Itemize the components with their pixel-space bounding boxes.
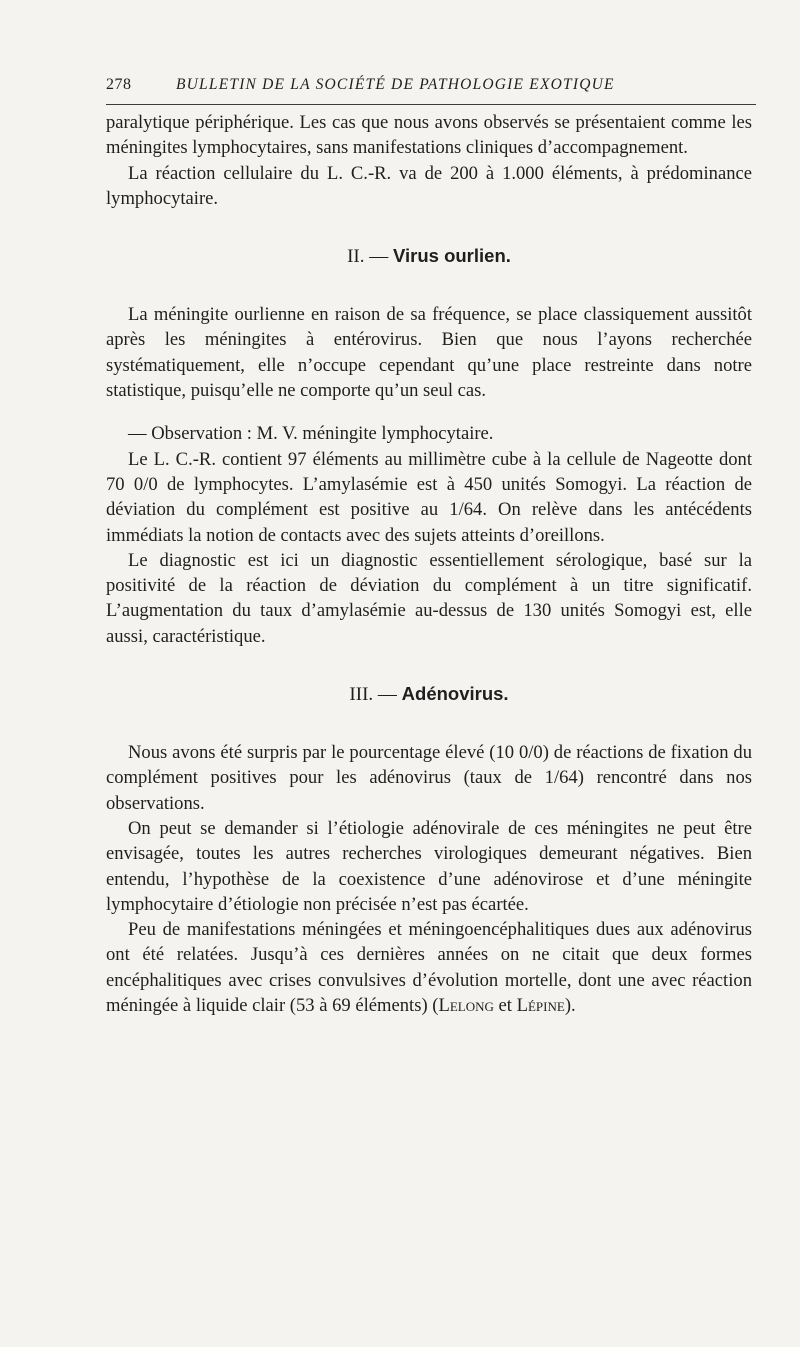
paragraph-3: La méningite ourlienne en raison de sa fréquence, se place classiquement aussitôt après les méningites à entérovirus. Bien que nous l’ayons recherchée systématiquement, elle n’occupe cependant qu’une place restreinte dans notre statistique, puisqu’elle ne comporte qu’un seul cas. <box>106 304 752 402</box>
author-lelong: Lelong <box>438 995 494 1017</box>
author-lepine: Lépine <box>516 995 565 1017</box>
paragraph-9-and: et <box>493 995 517 1017</box>
spacer <box>106 268 752 302</box>
spacer <box>106 706 752 740</box>
section-heading-virus-ourlien <box>106 245 752 268</box>
section-number: III. — <box>349 684 402 706</box>
paragraph-5: Le L. C.-R. contient 97 éléments au millimètre cube à la cellule de Nageotte dont 70 0/0 de lymphocytes. L’amylasémie est à 450 unités Somogyi. La réaction de déviation du complément est positive au 1/64. On relève dans les antécédents immédiats la notion de contacts avec des sujets atteints d’oreillons. <box>106 448 752 546</box>
page-header <box>106 72 756 102</box>
section-title: Adénovirus. <box>401 683 509 705</box>
paragraph-7: Nous avons été surpris par le pourcentage élevé (10 0/0) de réactions de fixation du complément positives pour les adénovirus (taux de 1/64) rencontré dans nos observations. <box>106 742 752 814</box>
paragraph-9-text: Peu de manifestations méningées et méningoencéphalitiques dues aux adénovirus ont été relatées. Jusqu’à ces dernières années on ne citait que deux formes encéphalitiques avec crises convulsives d’évolution mortelle, dont une avec réaction méningée à liquide clair (53 à 69 éléments) ( <box>106 919 752 1017</box>
running-title: BULLETIN DE LA SOCIÉTÉ DE PATHOLOGIE EXOTIQUE <box>176 76 615 93</box>
section-heading-adenovirus <box>106 683 752 706</box>
page-number: 278 <box>106 76 132 93</box>
paragraph-9-end: ). <box>564 995 576 1017</box>
spacer <box>106 211 752 245</box>
spacer <box>106 649 752 683</box>
body-text <box>106 110 752 1018</box>
paragraph-6: Le diagnostic est ici un diagnostic essentiellement sérologique, basé sur la positivité de la réaction de déviation du complément à un titre significatif. L’augmentation du taux d’amylasémie au-dessus de 130 unités Somogyi est, elle aussi, caractéristique. <box>106 549 752 647</box>
section-title: Virus ourlien. <box>393 245 511 267</box>
spacer <box>106 403 752 421</box>
paragraph-1: paralytique périphérique. Les cas que nous avons observés se présentaient comme les méningites lymphocytaires, sans manifestations cliniques d’accompagnement. <box>106 112 752 159</box>
paragraph-9 <box>106 917 752 1018</box>
paragraph-2: La réaction cellulaire du L. C.-R. va de 200 à 1.000 éléments, à prédominance lymphocytaire. <box>106 162 752 209</box>
section-number: II. — <box>347 246 393 268</box>
header-rule <box>106 104 756 105</box>
paragraph-8: On peut se demander si l’étiologie adénovirale de ces méningites ne peut être envisagée, toutes les autres recherches virologiques demeurant négatives. Bien entendu, l’hypothèse de la coexistence d’une adénovirose et d’une méningite lymphocytaire d’étiologie non précisée n’est pas écartée. <box>106 817 752 915</box>
observation-line: — Observation : M. V. méningite lymphocytaire. <box>128 423 494 445</box>
